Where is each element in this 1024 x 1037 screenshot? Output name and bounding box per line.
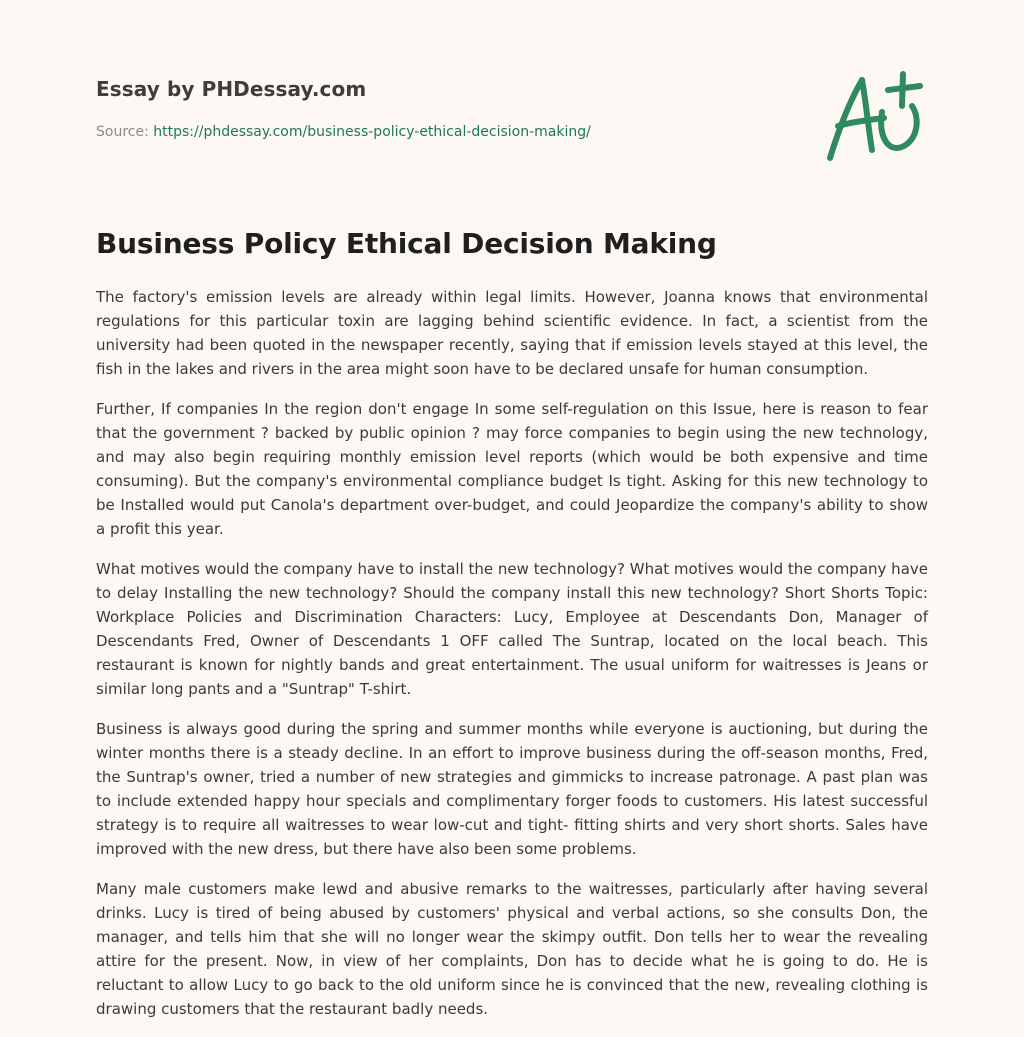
article-paragraph: Business is always good during the spring and summer months while everyone is auctioning, but during the winter months there is a steady decline. In an effort to improve business during the off-season months, Fred, the Suntrap's owner, tried a number of new strategies and gimmicks to increase patronage. A past plan was to include extended happy hour specials and complimentary forger foods to customers. His latest successful strategy is to require all waitresses to wear low-cut and tight- fitting shirts and very short shorts. Sales have improved with the new dress, but there have also been some problems. [96, 720, 928, 858]
article-paragraph: What motives would the company have to install the new technology? What motives would the company have to delay Installing the new technology? Should the company install this new technology? Short Shorts Topic: Workplace Policies and Discrimination Characters: Lucy, Employee at Descendants Don, Manager of Descendants Fred, Owner of Descendants 1 OFF called The Suntrap, located on the local beach. This restaurant is known for nightly bands and great entertainment. The usual uniform for waitresses is Jeans or similar long pants and a "Suntrap" T-shirt. [96, 560, 928, 698]
source-label: Source: [96, 124, 154, 140]
source-line [96, 124, 591, 140]
a-plus-grade-icon [822, 66, 930, 166]
source-link[interactable]: https://phdessay.com/business-policy-ethical-decision-making/ [153, 124, 591, 140]
article-body [96, 285, 928, 1037]
site-brand: Essay by PHDessay.com [96, 77, 367, 101]
article-title: Business Policy Ethical Decision Making [96, 227, 717, 260]
article-paragraph: The factory's emission levels are already within legal limits. However, Joanna knows that environmental regulations for this particular toxin are lagging behind scientific evidence. In fact, a scientist from the university had been quoted in the newspaper recently, saying that if emission levels stayed at this level, the fish in the lakes and rivers in the area might soon have to be declared unsafe for human consumption. [96, 288, 928, 378]
article-paragraph: Further, If companies In the region don't engage In some self-regulation on this Issue, here is reason to fear that the government ? backed by public opinion ? may force companies to begin using the new technology, and may also begin requiring monthly emission level reports (which would be both expensive and time consuming). But the company's environmental compliance budget Is tight. Asking for this new technology to be Installed would put Canola's department over-budget, and could Jeopardize the company's ability to show a profit this year. [96, 400, 928, 538]
article-paragraph: Many male customers make lewd and abusive remarks to the waitresses, particularly after having several drinks. Lucy is tired of being abused by customers' physical and verbal actions, so she consults Don, the manager, and tells him that she will no longer wear the skimpy outfit. Don tells her to wear the revealing attire for the present. Now, in view of her complaints, Don has to decide what he is going to do. He is reluctant to allow Lucy to go back to the old uniform since he is convinced that the new, revealing clothing is drawing customers that the restaurant badly needs. [96, 880, 928, 1018]
